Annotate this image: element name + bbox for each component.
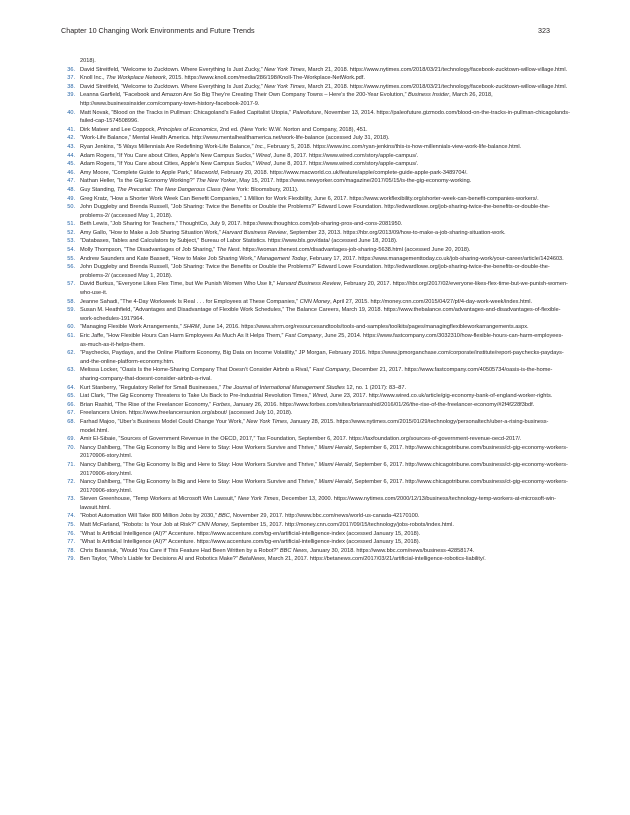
endnote xyxy=(63,134,570,143)
endnote-text-part: Guy Standing, xyxy=(80,186,118,193)
endnote xyxy=(63,323,570,332)
endnote-text-part: , January 30, 2018. https://www.bbc.com/news/business-42858174. xyxy=(306,547,475,554)
endnote-text xyxy=(80,246,570,255)
endnote-number: 62. xyxy=(67,350,75,357)
endnote-number: 39. xyxy=(67,92,75,99)
endnote-source-title: New York Times xyxy=(264,66,305,73)
endnote-text-part: Dirk Mateer and Lee Coppock, xyxy=(80,126,158,133)
endnote-text-part: , March 26, 2018, http://www.businessinsider.com/company-town-history-facebook-2017-9. xyxy=(80,92,493,107)
endnote-text xyxy=(80,229,570,238)
endnote-text-part: Beth Lewis, “Job Sharing for Teachers,” ThoughtCo, July 9, 2017. https://www.thoughtco.com/job-sharing-pros-and-cons-2081950. xyxy=(80,221,403,228)
endnote-text xyxy=(80,547,570,556)
endnote xyxy=(63,555,570,564)
endnote-number: 70. xyxy=(67,444,75,451)
endnote-number: 54. xyxy=(67,247,75,254)
endnote-text-part: , January 28, 2015. https://www.nytimes.com/2015/01/29/technology/personaltech/uber-a-rising-business-model.html. xyxy=(80,418,549,434)
endnote-text-part: John Duggleby and Brenda Russell, “Job Sharing: Twice the Benefits or Double the Problems?” Edward Lowe Foundation. http://edwardlowe.org/job-sharing-twice-the-benefits-or-double-the-problems-2/ (accessed May 1, 2018). xyxy=(80,264,550,279)
endnote-text-part: Ryan Jenkins, “5 Ways Millennials Are Redefining Work-Life Balance,” xyxy=(80,143,256,150)
endnote-text xyxy=(80,512,570,521)
endnote-source-title: Wired xyxy=(255,161,271,168)
endnote-text xyxy=(80,435,570,444)
endnote-text-part: Ben Taylor, “Who’s Liable for Decisions AI and Robotics Make?” xyxy=(80,556,240,563)
endnote xyxy=(63,237,570,246)
endnote xyxy=(63,160,570,169)
endnote xyxy=(63,392,570,401)
endnote-number: 51. xyxy=(67,221,75,228)
endnote-number: 59. xyxy=(67,307,75,314)
endnote xyxy=(63,169,570,178)
endnote-text-part: Kurt Stanberry, “Regulatory Relief for Small Businesses,” xyxy=(80,384,223,391)
endnote-number: 38. xyxy=(67,83,75,90)
endnote-text xyxy=(80,220,570,229)
endnote-source-title: Macworld xyxy=(193,169,218,176)
endnote xyxy=(63,66,570,75)
endnote-number: 53. xyxy=(67,238,75,245)
endnote-source-title: The Journal of International Management Studies xyxy=(222,384,345,391)
endnote-source-title: Harvard Business Review xyxy=(276,281,341,288)
endnote-text xyxy=(80,409,570,418)
endnote-text xyxy=(80,530,570,539)
endnote xyxy=(63,521,570,530)
endnote-source-title: Paleofuture xyxy=(292,109,322,116)
endnote-text xyxy=(80,186,570,195)
endnote-number: 36. xyxy=(67,66,75,73)
endnote-number: 55. xyxy=(67,255,75,262)
endnote-text xyxy=(80,384,570,393)
endnote-text-part: “Paychecks, Paydays, and the Online Platform Economy, Big Data on Income Volatility,” JP Morgan, February 2016. https://www.jpmorganchase.com/corporate/institute/report-paychecks-paydays-and-the-online-platform-economy.htm. xyxy=(80,350,564,365)
endnote-number: 57. xyxy=(67,281,75,288)
endnote-text-part: Liat Clark, “The Gig Economy Threatens to Take Us Back to Pre-Industrial Revolution Times,” xyxy=(80,393,313,400)
endnote-text-part: Nancy Dahlberg, “The Gig Economy Is Big and Here to Stay: How Workers Survive and Thrive,” xyxy=(80,461,319,468)
endnote-number: 68. xyxy=(67,418,75,425)
endnote-number: 42. xyxy=(67,135,75,142)
endnote-source-title: Wired xyxy=(312,393,327,400)
endnote-text xyxy=(80,203,570,220)
endnote-text xyxy=(80,461,570,478)
endnote-text-part: David Streitfeld, “Welcome to Zucktown. Where Everything Is Just Zucky,” xyxy=(80,83,265,90)
endnote xyxy=(63,91,570,108)
endnote-source-title: The New Yorker xyxy=(196,178,237,185)
endnote-number: 78. xyxy=(67,547,75,554)
endnote-source-title: The Precariat: The New Dangerous Class xyxy=(117,186,221,193)
endnote-number: 48. xyxy=(67,186,75,193)
endnote-source-title: Management Today xyxy=(257,255,307,262)
endnote-text xyxy=(80,160,570,169)
endnote-text-part: , December 21, 2017. https://www.fastcompany.com/40505734/oasis-is-the-home-sharing-company-that-doesnt-consider-airbnb-a-rival. xyxy=(80,367,553,382)
endnote-number: 52. xyxy=(67,229,75,236)
endnote-number: 56. xyxy=(67,264,75,271)
endnote-text-part: David Burkus, “Everyone Likes Flex Time, but We Punish Women Who Use It,” xyxy=(80,281,277,288)
endnote-text xyxy=(80,392,570,401)
endnote-text-part: Matt McFarland, “Robots: Is Your Job at Risk?” xyxy=(80,522,198,529)
endnote-text xyxy=(80,349,570,366)
endnote-text xyxy=(80,521,570,530)
endnote xyxy=(63,280,570,297)
endnote-number: 79. xyxy=(67,556,75,563)
endnote xyxy=(63,220,570,229)
endnote-text-part: “Managing Flexible Work Arrangements,” xyxy=(80,324,184,331)
endnote-source-title: BBC News xyxy=(279,547,307,554)
endnote-text xyxy=(80,263,570,280)
endnote-number: 72. xyxy=(67,479,75,486)
endnote-text-part: Leanna Garfield, “Facebook and Amazon Are So Big They’re Creating Their Own Company Towns – Here’s the 200-Year Evolution,” xyxy=(80,92,409,99)
endnote-number: 64. xyxy=(67,384,75,391)
endnote-text xyxy=(80,306,570,323)
endnote xyxy=(63,306,570,323)
endnote-source-title: New York Times xyxy=(237,496,279,503)
endnote-text xyxy=(80,134,570,143)
endnote-source-title: Miami Herald xyxy=(318,444,352,451)
endnote-text-part: , June 14, 2016. https://www.shrm.org/resourcesandtools/tools-and-samples/toolkits/pages/managingflexibleworkarrangements.aspx. xyxy=(199,324,529,331)
endnote-number: 43. xyxy=(67,143,75,150)
endnote-number: 69. xyxy=(67,436,75,443)
endnote-text-part: , September 15, 2017. http://money.cnn.com/2017/09/15/technology/jobs-robots/index.html. xyxy=(227,522,454,529)
endnote xyxy=(63,143,570,152)
endnote-text xyxy=(80,237,570,246)
endnote-text xyxy=(80,495,570,512)
endnote-text xyxy=(80,143,570,152)
endnote xyxy=(63,255,570,264)
endnote-text xyxy=(80,177,570,186)
endnote-text xyxy=(80,109,570,126)
endnote-text-part: , November 13, 2014. https://paleofuture.gizmodo.com/blood-on-the-tracks-in-pullman-chicagolands-failed-cap-1574508996. xyxy=(80,109,570,125)
endnote xyxy=(63,512,570,521)
endnote-number: 74. xyxy=(67,513,75,520)
endnote-number: 50. xyxy=(67,204,75,211)
endnote xyxy=(63,366,570,383)
endnote xyxy=(63,263,570,280)
endnote-source-title: BetaNews xyxy=(239,556,265,563)
endnote-text-part: , September 6, 2017. http://www.chicagotribune.com/business/ct-gig-economy-workers-20170906-story.html. xyxy=(80,461,568,477)
endnote-text-part: Nancy Dahlberg, “The Gig Economy Is Big and Here to Stay: How Workers Survive and Thrive,” xyxy=(80,444,319,451)
endnote-text-part: Nathan Heller, “Is the Gig Economy Working?” xyxy=(80,178,197,185)
endnote xyxy=(63,478,570,495)
endnote-number: 75. xyxy=(67,522,75,529)
endnote-text xyxy=(80,66,570,75)
endnote xyxy=(63,409,570,418)
endnotes-list xyxy=(63,57,570,564)
endnote xyxy=(63,83,570,92)
endnote-number: 66. xyxy=(67,401,75,408)
endnote xyxy=(63,332,570,349)
endnote-text xyxy=(80,366,570,383)
endnote xyxy=(63,152,570,161)
endnote-source-title: The Workplace Network xyxy=(106,75,166,82)
endnote-source-title: CNN Money xyxy=(299,298,331,305)
endnote-text xyxy=(80,74,570,83)
endnote-text-part: , April 27, 2015. http://money.cnn.com/2015/04/27/pf/4-day-work-week/index.html. xyxy=(330,298,533,305)
endnote-text-part: Chris Baraniuk, “Would You Care if This Feature Had Been Written by a Robot?” xyxy=(80,547,280,554)
endnote-text xyxy=(80,332,570,349)
endnote-text-part: , September 23, 2013. https://hbr.org/2013/09/how-to-make-a-job-sharing-situation-work. xyxy=(286,229,506,236)
endnote-text xyxy=(80,169,570,178)
endnote-number: 41. xyxy=(67,126,75,133)
endnote xyxy=(63,418,570,435)
endnote xyxy=(63,444,570,461)
endnote-text-part: Susan M. Heathfield, “Advantages and Disadvantage of Flexible Work Schedules,” The Balance Careers, March 19, 2018. https://www.thebalance.com/advantages-and-disadvantages-of-flexible-work-schedules-1917964. xyxy=(80,307,561,322)
endnote-text-part: , September 6, 2017. http://www.chicagotribune.com/business/ct-gig-economy-workers-20170906-story.html. xyxy=(80,479,568,494)
endnote-text-part: Steven Greenhouse, “Temp Workers at Microsoft Win Lawsuit,” xyxy=(80,496,238,503)
endnote-source-title: Forbes xyxy=(212,401,231,408)
endnote-text-part: , January 26, 2016. https://www.forbes.com/sites/brianrashid/2016/01/26/the-rise-of-the-freelancer-economy/#2f4f228f3bdf. xyxy=(230,401,535,408)
endnote-text-part: Brian Rashid, “The Rise of the Freelancer Economy,” xyxy=(80,401,213,408)
endnote-text-part: , February 20, 2017. https://hbr.org/2017/02/everyone-likes-flex-time-but-we-punish-women-who-use-it. xyxy=(80,281,568,297)
endnote xyxy=(63,461,570,478)
endnote-text-part: , February 5, 2018. https://www.inc.com/ryan-jenkins/this-is-how-millennials-view-work-life-balance.html. xyxy=(264,143,522,150)
endnote-number: 37. xyxy=(67,75,75,82)
endnote-text-part: Adam Rogers, “If You Care about Cities, Apple’s New Campus Sucks,” xyxy=(80,161,256,168)
endnote-text xyxy=(80,255,570,264)
endnote-text-part: Amy Gallo, “How to Make a Job Sharing Situation Work,” xyxy=(80,229,223,236)
endnote xyxy=(63,530,570,539)
endnote-text xyxy=(80,323,570,332)
endnote-number: 49. xyxy=(67,195,75,202)
endnote-text-part: Andrew Saunders and Kate Bassett, “How to Make Job Sharing Work,” xyxy=(80,255,258,262)
endnote xyxy=(63,495,570,512)
note-continuation: 2018). xyxy=(80,58,96,64)
endnote-number: 44. xyxy=(67,152,75,159)
endnote-text-part: , 2nd ed. (New York: W.W. Norton and Company, 2018), 451. xyxy=(216,126,368,133)
running-head xyxy=(61,25,550,37)
endnote-source-title: Fast Company xyxy=(284,333,322,339)
endnote-text-part: Amir El-Sibaie, “Sources of Government Revenue in the OECD, 2017,” Tax Foundation, September 6, 2017. https://taxfoundation.org/sources-of-government-revenue-oecd-2017/. xyxy=(80,436,522,443)
endnote-number: 61. xyxy=(67,333,75,339)
endnote-source-title: Miami Herald xyxy=(318,479,352,486)
endnote-text xyxy=(80,555,570,564)
endnote-source-title: New York Times xyxy=(246,418,287,425)
endnote-text-part: “What Is Artificial Intelligence (AI)?” Accenture. https://www.accenture.com/bg-en/artificial-intelligence-index (accessed January 15, 2018). xyxy=(80,530,421,537)
endnote-source-title: Harvard Business Review xyxy=(222,229,287,236)
endnote-number: 45. xyxy=(67,161,75,168)
endnote-text-part: , June 8, 2017. https://www.wired.com/story/apple-campus/. xyxy=(270,161,419,168)
endnote-text-part: , June 25, 2014. https://www.fastcompany.com/3032310/how-flexible-hours-can-harm-employees-as-much-as-it-helps-them. xyxy=(80,333,564,348)
endnote-text-part: “Work-Life Balance,” Mental Health America. http://www.mentalhealthamerica.net/work-life-balance (accessed July 31, 2018). xyxy=(80,135,390,142)
endnote-text xyxy=(80,478,570,495)
endnote xyxy=(63,109,570,126)
endnote-text-part: , March 21, 2018. https://www.nytimes.com/2018/03/21/technology/facebook-zucktown-willow-village.html. xyxy=(304,66,568,73)
endnote-source-title: Miami Herald xyxy=(318,461,352,468)
endnote-text-part: , June 23, 2017. http://www.wired.co.uk/article/gig-economy-bank-of-england-worker-rights. xyxy=(326,393,553,400)
endnote-text-part: Jeanne Sahadi, “The 4-Day Workweek Is Real . . . for Employees at These Companies,” xyxy=(80,298,300,305)
endnote-text-part: , February 17, 2017. https://www.managementtoday.co.uk/job-sharing-work/your-career/article/1424603. xyxy=(306,255,564,262)
endnote-text xyxy=(80,280,570,297)
endnote-text-part: Freelancers Union. https://www.freelancersunion.org/about/ (accessed July 10, 2018). xyxy=(80,410,293,417)
endnote-text xyxy=(80,91,570,108)
chapter-title: Chapter 10 Changing Work Environments and Future Trends xyxy=(61,26,255,35)
endnote-text xyxy=(80,444,570,461)
endnote xyxy=(63,126,570,135)
endnote-text xyxy=(80,538,570,547)
endnote-text xyxy=(80,152,570,161)
endnote-source-title: Wired xyxy=(255,152,271,159)
endnote-number: 60. xyxy=(67,324,75,331)
endnote-text-part: Nancy Dahlberg, “The Gig Economy Is Big and Here to Stay: How Workers Survive and Thrive,” xyxy=(80,479,319,486)
endnote-number: 76. xyxy=(67,530,75,537)
endnote-number: 77. xyxy=(67,539,75,546)
endnote-text-part: , September 6, 2017. http://www.chicagotribune.com/business/ct-gig-economy-workers-20170906-story.html. xyxy=(80,444,568,460)
endnote-number: 63. xyxy=(67,367,75,374)
endnote-source-title: Business Insider xyxy=(408,92,450,99)
endnote-text-part: “Robot Automation Will Take 800 Million Jobs by 2030,” xyxy=(80,513,219,520)
endnote-text-part: Melissa Locker, “Oasis Is the Home-Sharing Company That Doesn’t Consider Airbnb a Rival,” xyxy=(80,367,313,374)
endnote xyxy=(63,229,570,238)
endnote-text-part: , March 21, 2017. https://betanews.com/2017/03/21/artificial-intelligence-robotics-liability/. xyxy=(264,556,486,563)
endnote-text-part: “What Is Artificial Intelligence (AI)?” Accenture. https://www.accenture.com/bg-en/artificial-intelligence-index (accessed January 15, 2018). xyxy=(80,539,421,546)
endnote xyxy=(63,246,570,255)
endnote-source-title: BBC xyxy=(218,513,230,520)
endnote-source-title: Fast Company xyxy=(312,367,350,374)
endnote-number: 58. xyxy=(67,298,75,305)
endnote-text-part: , 2015. https://www.knoll.com/media/286/198/Knoll-The-Workplace-NetWork.pdf. xyxy=(165,75,365,82)
endnote-text-part: Farhad Majoo, “Uber’s Business Model Could Change Your Work,” xyxy=(80,418,247,425)
endnote xyxy=(63,538,570,547)
endnote xyxy=(63,435,570,444)
endnote xyxy=(63,298,570,307)
endnote-text-part: (New York: Bloomsbury, 2011). xyxy=(220,186,299,193)
endnote xyxy=(63,186,570,195)
endnote-text-part: “Databases, Tables and Calculators by Subject,” Bureau of Labor Statistics. https://www.bls.gov/data/ (accessed June 18, 2018). xyxy=(80,238,398,245)
endnote-number: 67. xyxy=(67,410,75,417)
endnote-text-part: David Streitfeld, “Welcome to Zucktown. Where Everything Is Just Zucky,” xyxy=(80,66,265,73)
endnote-number: 71. xyxy=(67,461,75,468)
endnote-text-part: , February 20, 2018. https://www.macworld.co.uk/feature/apple/complete-guide-apple-park-3489704/. xyxy=(217,169,468,176)
endnote-text-part: John Duggleby and Brenda Russell, “Job Sharing: Twice the Benefits or Double the Problems?” Edward Lowe Foundation. http://edwardlowe.org/job-sharing-twice-the-benefits-or-double-the-problems-2/ (accessed May 1, 2018). xyxy=(80,204,550,219)
endnote-number: 65. xyxy=(67,393,75,400)
endnote-text-part: Greg Kratz, “How a Shorter Work Week Can Benefit Companies,” 1 Million for Work Flexibility, June 6, 2017. https://www.workflexibility.org/shorter-week-can-benefit-companies-workers/. xyxy=(80,195,539,202)
endnote-text-part: Amy Moore, “Complete Guide to Apple Park,” xyxy=(80,169,194,176)
endnote-source-title: Inc. xyxy=(255,143,265,150)
endnote-text-part: Adam Rogers, “If You Care about Cities, Apple’s New Campus Sucks,” xyxy=(80,152,256,159)
endnote-text-part: Molly Thompson, “The Disadvantages of Job Sharing,” xyxy=(80,247,217,254)
endnote xyxy=(63,547,570,556)
endnote xyxy=(63,401,570,410)
endnote-text xyxy=(80,195,570,204)
endnote-text-part: . https://woman.thenest.com/disadvantages-job-sharing-5638.html (accessed June 20, 2018). xyxy=(239,247,471,254)
endnote-text xyxy=(80,126,570,135)
endnote-text-part: , June 8, 2017. https://www.wired.com/story/apple-campus/. xyxy=(270,152,419,159)
endnote-number: 47. xyxy=(67,178,75,185)
endnote-source-title: New York Times xyxy=(264,83,305,90)
endnote-text-part: Matt Novak, “Blood on the Tracks in Pullman: Chicagoland’s Failed Capitalist Utopia,” xyxy=(80,109,293,116)
endnote-text-part: Knoll Inc., xyxy=(80,75,107,82)
endnote-text-part: , November 29, 2017. http://www.bbc.com/news/world-us-canada-42170100. xyxy=(229,513,420,520)
endnote-text xyxy=(80,401,570,410)
endnote xyxy=(63,384,570,393)
endnote-text-part: , March 21, 2018. https://www.nytimes.com/2018/03/21/technology/facebook-zucktown-willow-village.html. xyxy=(304,83,568,90)
endnote-source-title: Principles of Economics xyxy=(157,126,217,133)
endnote xyxy=(63,74,570,83)
endnote-text xyxy=(80,298,570,307)
endnote-text-part: Eric Jaffe, “How Flexible Hours Can Harm Employees As Much As It Helps Them,” xyxy=(80,333,285,339)
endnote xyxy=(63,349,570,366)
endnote-text-part: , December 13, 2000. https://www.nytimes.com/2000/12/13/business/technology-temp-workers-at-microsoft-win-lawsuit.html. xyxy=(80,496,557,511)
endnote xyxy=(63,195,570,204)
endnote-text xyxy=(80,83,570,92)
endnote-text-part: 12, no. 1 (2017): 83–87. xyxy=(344,384,407,391)
endnote-number: 40. xyxy=(67,109,75,116)
endnote-source-title: The Nest xyxy=(216,247,240,254)
endnote-number: 46. xyxy=(67,169,75,176)
endnote-text xyxy=(80,418,570,435)
page-number: 323 xyxy=(538,26,550,35)
endnote-source-title: CNN Money xyxy=(197,522,228,529)
endnote-source-title: SHRM xyxy=(183,324,200,331)
endnote-number: 73. xyxy=(67,496,75,503)
endnote-text-part: , May 15, 2017. https://www.newyorker.com/magazine/2017/05/15/is-the-gig-economy-working. xyxy=(236,178,472,185)
endnote xyxy=(63,177,570,186)
endnote xyxy=(63,203,570,220)
